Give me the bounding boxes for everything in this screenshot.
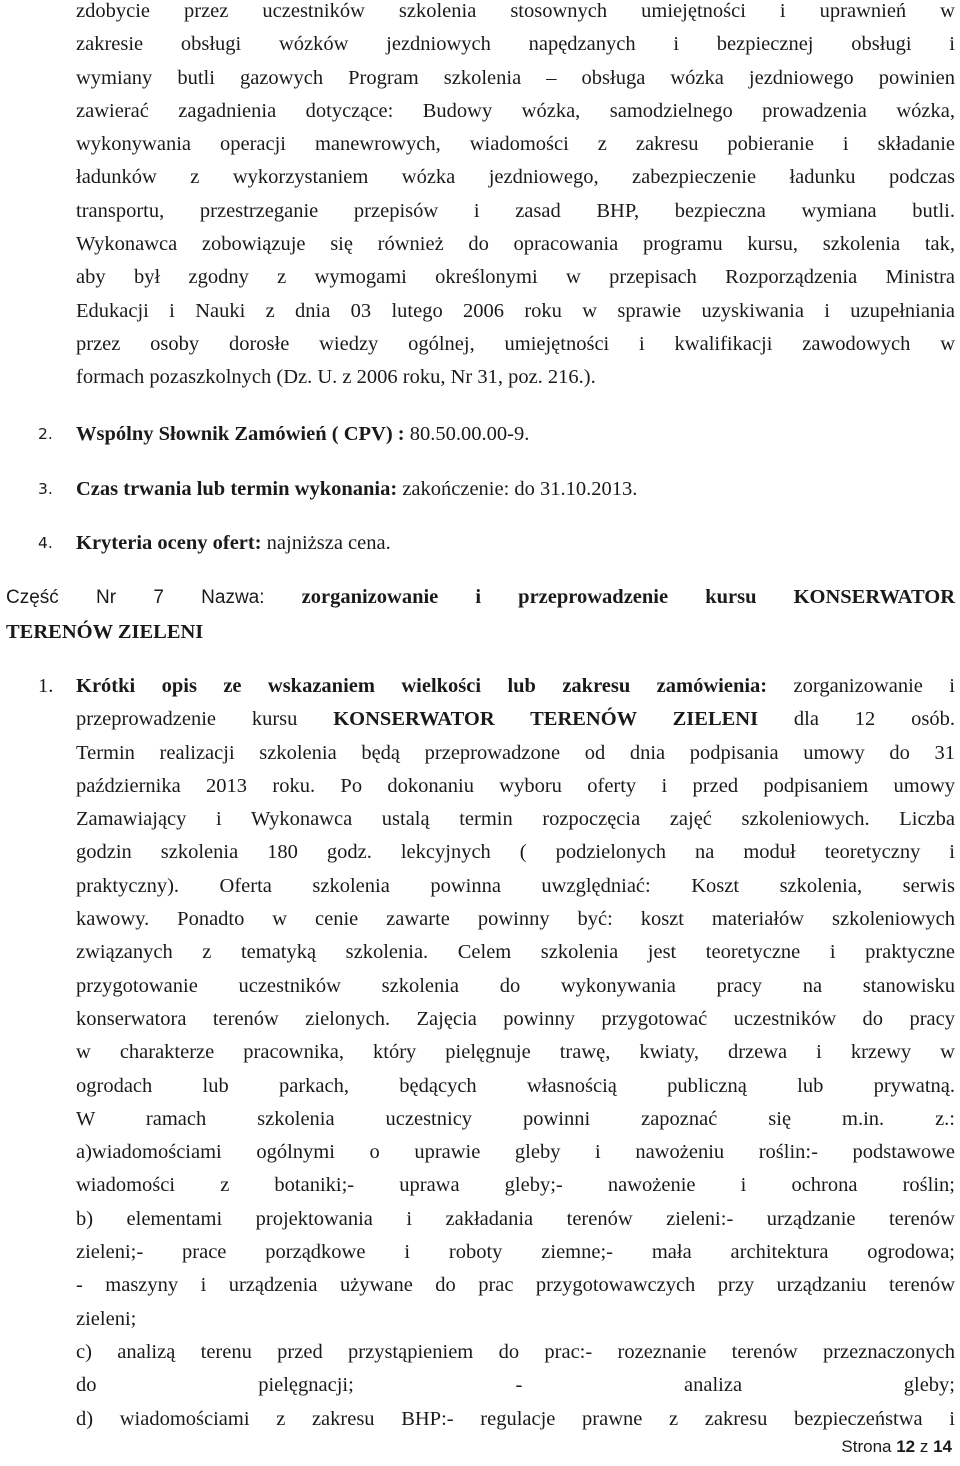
paragraph-line: zawierać zagadnienia dotyczące: Budowy wózka, samodzielnego prowadzenia wózka, [76, 99, 955, 122]
paragraph-line: wiadomości z botaniki;- uprawa gleby;- nawożenie i ochrona roślin; [76, 1174, 955, 1197]
paragraph-line: godzin szkolenia 180 godz. lekcyjnych ( podzielonych na moduł teoretyczny i [76, 841, 955, 864]
paragraph-line: do pielęgnacji; - analiza gleby; [76, 1374, 955, 1397]
item-label: Kryteria oceny ofert: [76, 532, 262, 554]
footer-middle: z [915, 1437, 934, 1456]
item-label: Wspólny Słownik Zamówień ( CPV) : [76, 423, 405, 445]
paragraph-line: związanych z tematyką szkolenia. Celem szkolenia jest teoretyczne i praktyczne [76, 941, 955, 964]
paragraph-line: zdobycie przez uczestników szkolenia stosownych umiejętności i uprawnień w [76, 0, 955, 22]
item-termin [30, 473, 955, 506]
item-number: 1. [38, 675, 54, 697]
item-value: zakończenie: do 31.10.2013. [397, 478, 638, 500]
item-opis-label: Krótki opis ze wskazaniem wielkości lub zakresu zamówienia: [76, 675, 768, 697]
item-kryteria [30, 527, 955, 560]
paragraph-line: c) analizą terenu przed przystąpieniem do prac:- rozeznanie terenów przeznaczonych [76, 1340, 955, 1363]
paragraph-line: a)wiadomościami ogólnymi o uprawie gleby i nawożeniu roślin:- podstawowe [76, 1141, 955, 1164]
paragraph-line: ogrodach lub parkach, będących własnością publiczną lub prywatną. [76, 1074, 955, 1097]
item-opis-first-tail: zorganizowanie i [767, 675, 955, 697]
paragraph-line: zakresie obsługi wózków jezdniowych napędzanych i bezpiecznej obsługi i [76, 33, 955, 56]
item-opis-line1 [76, 670, 955, 703]
item-opis-line2-pre: przeprowadzenie kursu [76, 708, 334, 731]
paragraph-line: - maszyny i urządzenia używane do prac przygotowawczych przy urządzaniu terenów [76, 1274, 955, 1297]
paragraph-line: konserwatora terenów zielonych. Zajęcia powinny przygotować uczestników do pracy [76, 1007, 955, 1030]
paragraph-line: formach pozaszkolnych (Dz. U. z 2006 roku, Nr 31, poz. 216.). [76, 366, 596, 389]
paragraph-line: W ramach szkolenia uczestnicy powinni zapoznać się m.in. z.: [76, 1107, 955, 1130]
item-opis-course-name: KONSERWATOR TERENÓW ZIELENI [333, 708, 759, 731]
paragraph-line: zieleni; [76, 1307, 137, 1330]
item-cpv [30, 418, 955, 451]
paragraph-line: Termin realizacji szkolenia będą przeprowadzone od dnia podpisania umowy do 31 [76, 741, 955, 764]
item-value: 80.50.00.00-9. [404, 423, 530, 445]
paragraph-line: d) wiadomościami z zakresu BHP:- regulacje prawne z zakresu bezpieczeństwa i [76, 1407, 955, 1430]
czesc-line1 [6, 580, 955, 615]
paragraph-line: kawowy. Ponadto w cenie zawarte powinny być: koszt materiałów szkoleniowych [76, 908, 955, 931]
paragraph-line: zieleni;- prace porządkowe i roboty ziemne;- mała architektura ogrodowa; [76, 1241, 955, 1264]
paragraph-line: praktyczny). Oferta szkolenia powinna uwzględniać: Koszt szkolenia, serwis [76, 874, 955, 897]
footer-prefix: Strona [841, 1437, 897, 1456]
paragraph-line: października 2013 roku. Po dokonaniu wyboru oferty i przed podpisaniem umowy [76, 774, 955, 797]
paragraph-line: Edukacji i Nauki z dnia 03 lutego 2006 roku w sprawie uzyskiwania i uzupełniania [76, 299, 955, 322]
czesc-title-line2: TERENÓW ZIELENI [6, 621, 204, 643]
paragraph-line: przygotowanie uczestników szkolenia do wykonywania pracy na stanowisku [76, 974, 955, 997]
paragraph-line: ładunków z wykorzystaniem wózka jezdniowego, zabezpieczenie ładunku podczas [76, 166, 955, 189]
paragraph-line: przez osoby dorosłe wiedzy ogólnej, umiejętności i kwalifikacji zawodowych w [76, 332, 955, 355]
item-value: najniższa cena. [261, 532, 391, 554]
paragraph-line: w charakterze pracownika, który pielęgnuje trawę, kwiaty, drzewa i krzewy w [76, 1041, 955, 1064]
item-label: Czas trwania lub termin wykonania: [76, 478, 398, 500]
paragraph-line: wykonywania operacji manewrowych, wiadomości z zakresu pobieranie i składanie [76, 133, 955, 156]
czesc-heading [6, 580, 955, 650]
paragraph-line: aby był zgodny z wymogami określonymi w przepisach Rozporządzenia Ministra [76, 266, 955, 289]
paragraph-line: b) elementami projektowania i zakładania terenów zieleni:- urządzanie terenów [76, 1207, 955, 1230]
footer-total-pages: 14 [933, 1437, 952, 1456]
czesc-label: Część Nr 7 Nazwa: [6, 587, 265, 608]
page-footer [841, 1437, 952, 1457]
item-number: 2. [38, 425, 53, 443]
item-opis-line2 [76, 703, 955, 736]
paragraph-line: transportu, przestrzeganie przepisów i zasad BHP, bezpieczna wymiana butli. [76, 199, 955, 222]
item-opis-line2-post: dla 12 osób. [758, 708, 955, 731]
paragraph-line: Zamawiający i Wykonawca ustalą termin rozpoczęcia zajęć szkoleniowych. Liczba [76, 808, 955, 831]
top-paragraph [76, 0, 955, 395]
paragraph-line: wymiany butli gazowych Program szkolenia – obsługa wózka jezdniowego powinien [76, 66, 955, 89]
paragraph-line: Wykonawca zobowiązuje się również do opracowania programu kursu, szkolenia tak, [76, 233, 955, 256]
footer-page-number: 12 [896, 1437, 916, 1456]
czesc-title-line1: zorganizowanie i przeprowadzenie kursu KONSERWATOR [301, 586, 956, 608]
item-number: 4. [38, 534, 53, 552]
item-number: 3. [38, 480, 53, 498]
